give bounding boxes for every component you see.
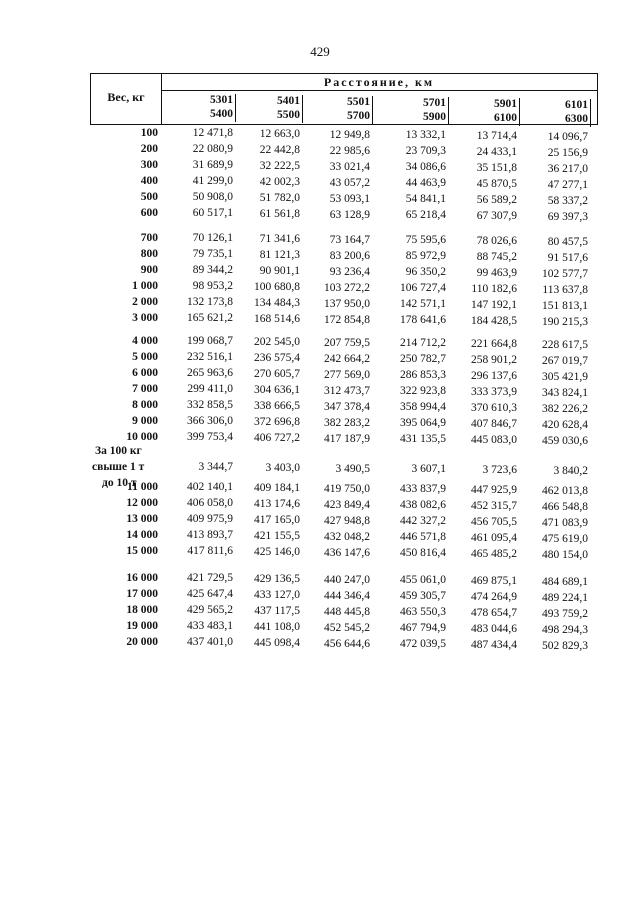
tariff-value: 103 272,2 [324,282,370,294]
weight-label: 11 000 [127,481,158,493]
range-divider [372,96,373,124]
tariff-value: 440 247,0 [324,574,370,586]
tariff-value: 333 373,9 [471,386,517,398]
surcharge-value: 3 344,7 [198,461,233,473]
tariff-value: 65 218,4 [405,209,446,221]
weight-label: 20 000 [126,636,158,648]
surcharge-value: 3 490,5 [335,463,370,475]
tariff-value: 22 080,9 [192,143,233,155]
tariff-value: 24 433,1 [476,146,517,158]
weight-label: 800 [140,248,158,260]
weight-label: 4 000 [132,335,158,347]
tariff-value: 258 901,2 [471,354,517,366]
tariff-value: 432 048,2 [324,531,370,543]
tariff-value: 437 401,0 [187,636,233,648]
weight-label: 1 000 [132,280,158,292]
tariff-value: 478 654,7 [471,607,517,619]
tariff-value: 151 813,1 [542,300,588,312]
tariff-value: 22 985,6 [329,145,370,157]
tariff-value: 487 434,4 [471,639,517,651]
tariff-value: 502 829,3 [542,640,588,652]
tariff-value: 448 445,8 [324,606,370,618]
tariff-value: 61 561,8 [259,208,300,220]
tariff-value: 417 187,9 [324,433,370,445]
tariff-value: 332 858,5 [187,399,233,411]
range-divider [519,98,520,126]
weight-label: 8 000 [132,399,158,411]
range-to: 5400 [210,108,233,120]
tariff-value: 44 463,9 [405,177,446,189]
distance-range-header [173,93,233,121]
tariff-value: 270 605,7 [254,368,300,380]
tariff-value: 299 411,0 [187,383,233,395]
weight-label: 10 000 [126,431,158,443]
tariff-value: 471 083,9 [542,517,588,529]
tariff-value: 472 039,5 [400,638,446,650]
weight-column-header: Вес, кг [107,90,145,104]
tariff-value: 370 610,3 [471,402,517,414]
weight-label: 100 [140,127,158,139]
tariff-value: 51 782,0 [259,192,300,204]
tariff-value: 420 628,4 [542,419,588,431]
weight-label: 15 000 [126,545,158,557]
tariff-value: 23 709,3 [405,145,446,157]
tariff-value: 445 098,4 [254,637,300,649]
distance-header: Расстояние, км [323,75,435,89]
tariff-value: 456 705,5 [471,516,517,528]
tariff-value: 277 569,0 [324,369,370,381]
surcharge-value: 3 840,2 [553,465,588,477]
range-divider [302,95,303,123]
tariff-value: 444 346,4 [324,590,370,602]
tariff-value: 168 514,6 [254,313,300,325]
tariff-value: 409 975,9 [187,513,233,525]
tariff-value: 493 759,2 [542,608,588,620]
range-to: 5900 [423,111,446,123]
range-from: 5401 [277,95,300,107]
tariff-value: 465 485,2 [471,548,517,560]
tariff-value: 267 019,7 [542,355,588,367]
tariff-value: 228 617,5 [542,339,588,351]
tariff-value: 438 082,6 [400,499,446,511]
distance-range-header [528,98,588,126]
tariff-value: 429 136,5 [254,573,300,585]
tariff-value: 221 664,8 [471,338,517,350]
tariff-value: 475 619,0 [542,533,588,545]
tariff-value: 81 121,3 [259,249,300,261]
tariff-value: 480 154,0 [542,549,588,561]
tariff-value: 425 146,0 [254,546,300,558]
tariff-value: 441 108,0 [254,621,300,633]
tariff-value: 165 621,2 [187,312,233,324]
weight-label: 19 000 [126,620,158,632]
tariff-value: 178 641,6 [400,314,446,326]
tariff-value: 184 428,5 [471,315,517,327]
tariff-value: 142 571,1 [400,298,446,310]
weight-label: 7 000 [132,383,158,395]
tariff-value: 406 727,2 [254,432,300,444]
tariff-value: 35 151,8 [476,162,517,174]
range-from: 5301 [210,94,233,106]
tariff-value: 469 875,1 [471,575,517,587]
tariff-value: 33 021,4 [329,161,370,173]
tariff-value: 474 264,9 [471,591,517,603]
tariff-value: 25 156,9 [547,147,588,159]
tariff-value: 207 759,5 [324,337,370,349]
tariff-value: 34 086,6 [405,161,446,173]
tariff-value: 452 545,2 [324,622,370,634]
surcharge-label: до 10 т [102,477,137,489]
tariff-value: 113 637,8 [542,284,588,296]
range-from: 5501 [347,96,370,108]
tariff-value: 304 636,1 [254,384,300,396]
tariff-value: 96 350,2 [405,266,446,278]
tariff-value: 242 664,2 [324,353,370,365]
weight-label: 300 [140,159,158,171]
tariff-value: 338 666,5 [254,400,300,412]
tariff-value: 31 689,9 [192,159,233,171]
tariff-value: 343 824,1 [542,387,588,399]
tariff-value: 85 972,9 [405,250,446,262]
weight-label: 200 [140,143,158,155]
tariff-value: 433 483,1 [187,620,233,632]
tariff-value: 91 517,6 [547,252,588,264]
tariff-value: 286 853,3 [400,369,446,381]
header-divider [161,90,597,91]
weight-label: 600 [140,207,158,219]
tariff-value: 437 117,5 [254,605,300,617]
tariff-value: 402 140,1 [187,481,233,493]
tariff-value: 43 057,2 [329,177,370,189]
distance-range-header [310,95,370,123]
weight-label: 12 000 [126,497,158,509]
tariff-value: 100 680,8 [254,281,300,293]
range-to: 6100 [494,112,517,124]
tariff-value: 70 126,1 [192,232,233,244]
tariff-value: 232 516,1 [187,351,233,363]
tariff-value: 407 846,7 [471,418,517,430]
tariff-value: 89 344,2 [192,264,233,276]
tariff-value: 250 782,7 [400,353,446,365]
tariff-value: 347 378,4 [324,401,370,413]
tariff-value: 12 949,8 [329,129,370,141]
tariff-value: 199 068,7 [187,335,233,347]
tariff-value: 382 283,2 [324,417,370,429]
tariff-value: 312 473,7 [324,385,370,397]
tariff-value: 452 315,7 [471,500,517,512]
distance-range-header [386,96,446,124]
tariff-value: 14 096,7 [547,131,588,143]
tariff-value: 445 083,0 [471,434,517,446]
distance-range-header [457,97,517,125]
tariff-value: 459 030,6 [542,435,588,447]
tariff-value: 372 696,8 [254,416,300,428]
tariff-value: 79 735,1 [192,248,233,260]
tariff-value: 56 589,2 [476,194,517,206]
tariff-value: 13 332,1 [405,129,446,141]
tariff-value: 417 811,6 [187,545,233,557]
tariff-value: 450 816,4 [400,547,446,559]
tariff-value: 455 061,0 [400,574,446,586]
range-to: 6300 [565,113,588,125]
tariff-value: 93 236,4 [329,266,370,278]
weight-label: 16 000 [126,572,158,584]
tariff-value: 463 550,3 [400,606,446,618]
tariff-value: 436 147,6 [324,547,370,559]
tariff-value: 172 854,8 [324,314,370,326]
tariff-value: 214 712,2 [400,337,446,349]
tariff-value: 80 457,5 [547,236,588,248]
tariff-value: 498 294,3 [542,624,588,636]
tariff-value: 75 595,6 [405,234,446,246]
tariff-value: 442 327,2 [400,515,446,527]
tariff-value: 429 565,2 [187,604,233,616]
tariff-value: 413 174,6 [254,498,300,510]
tariff-value: 36 217,0 [547,163,588,175]
tariff-value: 69 397,3 [547,211,588,223]
tariff-value: 137 950,0 [324,298,370,310]
tariff-value: 366 306,0 [187,415,233,427]
tariff-value: 13 714,4 [476,130,517,142]
weight-label: 13 000 [126,513,158,525]
tariff-value: 110 182,6 [471,283,517,295]
tariff-value: 433 127,0 [254,589,300,601]
range-to: 5700 [347,110,370,122]
tariff-value: 132 173,8 [187,296,233,308]
tariff-value: 99 463,9 [476,267,517,279]
tariff-value: 413 893,7 [187,529,233,541]
weight-label: 3 000 [132,312,158,324]
tariff-value: 90 901,1 [259,265,300,277]
tariff-value: 305 421,9 [542,371,588,383]
weight-label: 900 [140,264,158,276]
tariff-value: 446 571,8 [400,531,446,543]
surcharge-label: За 100 кг [95,445,142,457]
tariff-value: 63 128,9 [329,209,370,221]
tariff-value: 322 923,8 [400,385,446,397]
tariff-value: 421 729,5 [187,572,233,584]
tariff-value: 483 044,6 [471,623,517,635]
range-from: 5701 [423,97,446,109]
tariff-value: 71 341,6 [259,233,300,245]
tariff-value: 399 753,4 [187,431,233,443]
tariff-value: 202 545,0 [254,336,300,348]
range-from: 6101 [565,99,588,111]
tariff-value: 98 953,2 [192,280,233,292]
tariff-value: 22 442,8 [259,144,300,156]
tariff-value: 190 215,3 [542,316,588,328]
range-from: 5901 [494,98,517,110]
weight-label: 9 000 [132,415,158,427]
weight-label: 17 000 [126,588,158,600]
tariff-value: 67 307,9 [476,210,517,222]
tariff-value: 58 337,2 [547,195,588,207]
tariff-value: 419 750,0 [324,483,370,495]
weight-label: 5 000 [132,351,158,363]
tariff-value: 41 299,0 [192,175,233,187]
tariff-value: 421 155,5 [254,530,300,542]
tariff-value: 417 165,0 [254,514,300,526]
tariff-value: 47 277,1 [547,179,588,191]
tariff-value: 106 727,4 [400,282,446,294]
tariff-value: 358 994,4 [400,401,446,413]
weight-label: 400 [140,175,158,187]
tariff-value: 54 841,1 [405,193,446,205]
weight-label: 18 000 [126,604,158,616]
tariff-value: 134 484,3 [254,297,300,309]
tariff-value: 265 963,6 [187,367,233,379]
weight-label: 14 000 [126,529,158,541]
tariff-value: 433 837,9 [400,483,446,495]
tariff-value: 409 184,1 [254,482,300,494]
tariff-value: 296 137,6 [471,370,517,382]
tariff-value: 427 948,8 [324,515,370,527]
tariff-value: 489 224,1 [542,592,588,604]
tariff-value: 484 689,1 [542,576,588,588]
tariff-value: 78 026,6 [476,235,517,247]
tariff-value: 60 517,1 [192,207,233,219]
tariff-value: 459 305,7 [400,590,446,602]
tariff-value: 12 471,8 [192,127,233,139]
tariff-value: 467 794,9 [400,622,446,634]
distance-range-header [240,94,300,122]
surcharge-value: 3 607,1 [411,463,446,475]
weight-label: 2 000 [132,296,158,308]
tariff-value: 53 093,1 [329,193,370,205]
page-number: 429 [310,44,330,59]
tariff-value: 83 200,6 [329,250,370,262]
tariff-value: 102 577,7 [542,268,588,280]
tariff-value: 32 222,5 [259,160,300,172]
weight-label: 500 [140,191,158,203]
tariff-value: 12 663,0 [259,128,300,140]
tariff-value: 236 575,4 [254,352,300,364]
tariff-value: 461 095,4 [471,532,517,544]
tariff-value: 73 164,7 [329,234,370,246]
tariff-value: 406 058,0 [187,497,233,509]
tariff-value: 147 192,1 [471,299,517,311]
tariff-value: 45 870,5 [476,178,517,190]
tariff-value: 447 925,9 [471,484,517,496]
tariff-value: 395 064,9 [400,417,446,429]
surcharge-value: 3 723,6 [482,464,517,476]
range-divider [590,99,591,127]
surcharge-label: свыше 1 т [92,461,145,473]
tariff-value: 50 908,0 [192,191,233,203]
tariff-value: 425 647,4 [187,588,233,600]
tariff-value: 42 002,3 [259,176,300,188]
weight-label: 700 [140,232,158,244]
tariff-value: 456 644,6 [324,638,370,650]
tariff-value: 466 548,8 [542,501,588,513]
range-to: 5500 [277,109,300,121]
tariff-value: 423 849,4 [324,499,370,511]
tariff-value: 382 226,2 [542,403,588,415]
tariff-value: 462 013,8 [542,485,588,497]
weight-label: 6 000 [132,367,158,379]
range-divider [235,94,236,122]
tariff-value: 88 745,2 [476,251,517,263]
tariff-value: 431 135,5 [400,433,446,445]
surcharge-value: 3 403,0 [265,462,300,474]
range-divider [448,97,449,125]
